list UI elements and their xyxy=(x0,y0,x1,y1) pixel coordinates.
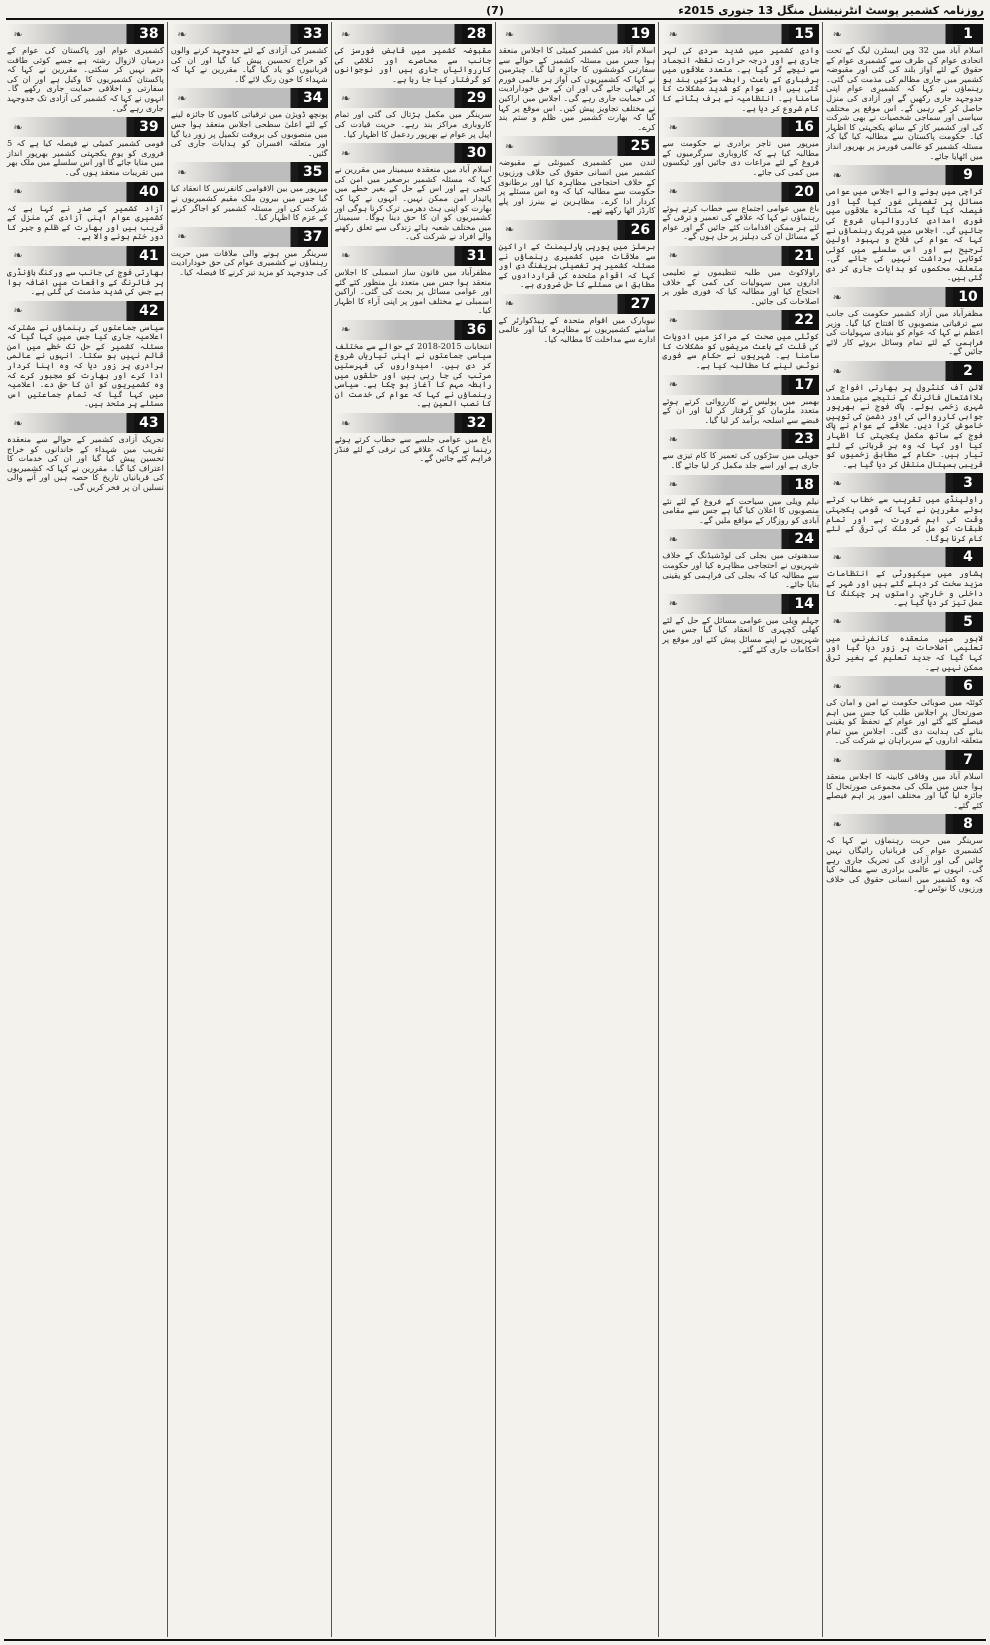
item-number-bar xyxy=(7,182,164,202)
item-number-bar xyxy=(171,24,328,44)
item-text: بھمبر میں پولیس نے کارروائی کرتے ہوئے متعدد ملزمان کو گرفتار کر لیا اور ان کے قبضے سے اسلحہ برآمد کر لیا گیا۔ xyxy=(662,395,820,425)
news-item xyxy=(335,244,492,316)
item-number: 7 xyxy=(953,750,983,770)
leaf-ornament-icon: ❧ xyxy=(832,817,842,831)
leaf-ornament-icon: ❧ xyxy=(832,364,842,378)
item-text: کراچی میں ہونے والے اجلاس میں عوامی مسائل پر تفصیلی غور کیا گیا اور فیصلہ کیا گیا کہ متاثرہ علاقوں میں فوری امدادی کارروائیاں شروع کی جائیں گی۔ اجلاس میں شریک رہنماؤں نے کہا کہ عوام کی فلاح و بہبود اولین ترجیح ہے اور اس سلسلے میں کوئی کوتاہی برداشت نہیں کی جائے گی۔ متعلقہ محکموں کو ہدایات جاری کر دی گئی ہیں۔ xyxy=(826,186,983,283)
item-text: سیاسی جماعتوں کے رہنماؤں نے مشترکہ اعلامیہ جاری کیا جس میں کہا گیا کہ مسئلہ کشمیر کے حل تک خطے میں امن قائم نہیں ہو سکتا۔ انہوں نے عالمی برادری پر زور دیا کہ وہ اپنا کردار ادا کرے اور بھارت کو مجبور کرے کہ وہ کشمیریوں کو ان کا حق دے۔ اعلامیہ میں کہا گیا کہ تمام جماعتیں اس مسئلے پر متحد ہیں۔ xyxy=(7,321,164,409)
item-number: 34 xyxy=(298,88,328,108)
leaf-ornament-icon: ❧ xyxy=(832,290,842,304)
leaf-ornament-icon: ❧ xyxy=(13,27,23,41)
leaf-ornament-icon: ❧ xyxy=(668,597,678,611)
item-text: وادی کشمیر میں شدید سردی کی لہر جاری ہے اور درجہ حرارت نقطہ انجماد سے نیچے گر گیا ہے۔ متعدد علاقوں میں برفباری کے باعث رابطہ سڑکیں بند ہو گئی ہیں اور عوام کو شدید مشکلات کا سامنا ہے۔ انتظامیہ نے برف ہٹانے کا کام شروع کر دیا ہے۔ xyxy=(662,45,820,113)
news-column xyxy=(495,22,659,1637)
item-number-bar xyxy=(335,413,492,433)
item-number-bar xyxy=(499,24,656,44)
item-number-bar xyxy=(335,246,492,266)
item-number-bar xyxy=(662,117,819,137)
item-number: 21 xyxy=(789,246,819,266)
news-item xyxy=(7,244,164,297)
item-text: لائن آف کنٹرول پر بھارتی افواج کی بلااشتعال فائرنگ کے نتیجے میں متعدد شہری زخمی ہوئے۔ پاک فوج نے بھرپور جوابی کارروائی کی اور دشمن کی توپیں خاموش کرا دیں۔ علاقے کے عوام نے پاک فوج کے ساتھ مکمل یکجہتی کا اظہار کیا اور کہا کہ وہ ہر قربانی کے لئے تیار ہیں۔ حکام کے مطابق زخمیوں کو قریبی ہسپتال منتقل کر دیا گیا ہے۔ xyxy=(826,382,983,469)
item-text: کوٹلی میں صحت کے مراکز میں ادویات کی قلت کے باعث مریضوں کو مشکلات کا سامنا ہے۔ شہریوں نے حکام سے فوری نوٹس لینے کا مطالبہ کیا ہے۔ xyxy=(662,331,820,371)
item-number-bar xyxy=(826,547,983,567)
item-text: مظفرآباد میں آزاد کشمیر حکومت کی جانب سے ترقیاتی منصوبوں کا افتتاح کیا گیا۔ وزیر اعظم نے کہا کہ عوام کو بنیادی سہولیات کی فراہمی کے لئے تمام وسائل بروئے کار لائے جائیں گے۔ xyxy=(826,308,983,357)
masthead: روزنامہ کشمیر پوسٹ انٹرنیشنل منگل 13 جنوری 2015ء xyxy=(678,3,984,17)
item-number: 5 xyxy=(953,612,983,632)
item-number-bar xyxy=(335,24,492,44)
news-item xyxy=(662,244,819,306)
item-text: سرینگر میں حریت رہنماؤں نے کہا کہ کشمیری عوام کی قربانیاں رائیگاں نہیں جائیں گی اور آزادی کی تحریک جاری رہے گی۔ انہوں نے عالمی برادری سے مطالبہ کیا کہ وہ کشمیر میں انسانی حقوق کی خلاف ورزیوں کا نوٹس لے۔ xyxy=(826,835,983,894)
item-number-bar xyxy=(7,24,164,44)
page-number: (7) xyxy=(486,3,504,17)
item-number: 24 xyxy=(789,529,819,549)
item-number: 2 xyxy=(953,361,983,381)
item-number-bar xyxy=(499,220,656,240)
item-text: راولپنڈی میں تقریب سے خطاب کرتے ہوئے مقررین نے کہا کہ قومی یکجہتی وقت کی اہم ضرورت ہے اور تمام طبقات کو مل کر ملک کی ترقی کے لئے کام کرنا ہوگا۔ xyxy=(826,494,983,543)
leaf-ornament-icon: ❧ xyxy=(341,323,351,337)
item-text: اسلام آباد میں منعقدہ سیمینار میں مقررین نے کہا کہ مسئلہ کشمیر برصغیر میں امن کی کنجی ہے اور اس کے حل کے بغیر خطے میں پائیدار امن ممکن نہیں۔ انہوں نے کہا کہ بھارت کو اپنی ہٹ دھرمی ترک کرنا ہوگی اور کشمیریوں کو ان کا حق دینا ہوگا۔ سیمینار میں مختلف شعبہ ہائے زندگی سے تعلق رکھنے والے افراد نے شرکت کی۔ xyxy=(334,164,492,242)
item-number: 27 xyxy=(625,294,655,314)
leaf-ornament-icon: ❧ xyxy=(668,120,678,134)
item-text: میرپور میں بین الاقوامی کانفرنس کا انعقاد کیا گیا جس میں بیرون ملک مقیم کشمیریوں نے شرکت کی اور مسئلہ کشمیر کو اجاگر کرنے کے عزم کا اظہار کیا۔ xyxy=(170,183,328,223)
leaf-ornament-icon: ❧ xyxy=(177,165,187,179)
item-text: کوئٹہ میں صوبائی حکومت نے امن و امان کی صورتحال پر اجلاس طلب کیا جس میں اہم فیصلے کئے گئے اور عوام کے تحفظ کو یقینی بنانے کی ہدایت دی گئی۔ اجلاس میں تمام متعلقہ اداروں کے سربراہان نے شرکت کی۔ xyxy=(826,697,983,746)
item-number-bar xyxy=(662,182,819,202)
news-item xyxy=(826,163,983,283)
item-number: 40 xyxy=(134,182,164,202)
leaf-ornament-icon: ❧ xyxy=(668,532,678,546)
item-text: باغ میں عوامی اجتماع سے خطاب کرتے ہوئے رہنماؤں نے کہا کہ علاقے کی تعمیر و ترقی کے لئے ہر ممکن اقدامات کئے جائیں گے اور عوام کے مسائل ان کی دہلیز پر حل ہوں گے۔ xyxy=(662,202,820,242)
item-number: 8 xyxy=(953,814,983,834)
news-column xyxy=(658,22,822,1637)
item-number: 18 xyxy=(789,475,819,495)
leaf-ornament-icon: ❧ xyxy=(832,615,842,629)
item-number-bar xyxy=(826,24,983,44)
item-text: پونچھ ڈویژن میں ترقیاتی کاموں کا جائزہ لینے کے لئے اعلیٰ سطحی اجلاس منعقد ہوا جس میں منصوبوں کی بروقت تکمیل پر زور دیا گیا اور متعلقہ افسران کو ہدایات جاری کی گئیں۔ xyxy=(170,109,328,158)
leaf-ornament-icon: ❧ xyxy=(13,120,23,134)
item-number-bar xyxy=(7,413,164,433)
news-item xyxy=(171,160,328,222)
item-number-bar xyxy=(499,294,656,314)
leaf-ornament-icon: ❧ xyxy=(668,432,678,446)
leaf-ornament-icon: ❧ xyxy=(504,297,515,311)
item-number: 29 xyxy=(462,88,492,108)
item-text: راولاکوٹ میں طلبہ تنظیموں نے تعلیمی اداروں میں سہولیات کی کمی کے خلاف احتجاج کیا اور مطالبہ کیا کہ فوری طور پر اصلاحات کی جائیں۔ xyxy=(662,266,820,306)
item-number-bar xyxy=(662,594,819,614)
leaf-ornament-icon: ❧ xyxy=(177,230,187,244)
item-number-bar xyxy=(335,143,492,163)
item-number-bar xyxy=(7,246,164,266)
item-number-bar xyxy=(826,814,983,834)
news-item xyxy=(499,218,656,290)
news-item xyxy=(662,115,819,177)
item-number-bar xyxy=(662,475,819,495)
leaf-ornament-icon: ❧ xyxy=(668,249,678,263)
news-item xyxy=(335,141,492,242)
item-text: لندن میں کشمیری کمیونٹی نے مقبوضہ کشمیر میں انسانی حقوق کی خلاف ورزیوں کے خلاف احتجاجی مظاہرہ کیا اور برطانوی حکومت سے مطالبہ کیا کہ وہ اس مسئلے پر کردار ادا کرے۔ مظاہرین نے بینرز اور پلے کارڈز اٹھا رکھے تھے۔ xyxy=(498,157,656,216)
item-number: 23 xyxy=(789,429,819,449)
news-item xyxy=(171,22,328,84)
item-number-bar xyxy=(826,676,983,696)
item-number: 26 xyxy=(625,220,655,240)
item-text: تحریک آزادی کشمیر کے حوالے سے منعقدہ تقریب میں شہداء کے خاندانوں کو خراج تحسین پیش کیا گیا اور ان کی خدمات کا اعتراف کیا گیا۔ مقررین نے کہا کہ کشمیریوں کی قربانیاں تاریخ کا حصہ ہیں اور آنے والی نسلیں ان پر فخر کریں گی۔ xyxy=(7,434,164,492)
news-item xyxy=(662,473,819,526)
leaf-ornament-icon: ❧ xyxy=(504,139,515,153)
item-number-bar xyxy=(662,24,819,44)
leaf-ornament-icon: ❧ xyxy=(341,27,351,41)
leaf-ornament-icon: ❧ xyxy=(668,27,678,41)
item-number: 22 xyxy=(789,310,819,330)
leaf-ornament-icon: ❧ xyxy=(13,185,23,199)
leaf-ornament-icon: ❧ xyxy=(668,185,678,199)
news-item xyxy=(7,180,164,242)
item-number-bar xyxy=(662,529,819,549)
item-text: اسلام آباد میں وفاقی کابینہ کا اجلاس منعقد ہوا جس میں ملک کی مجموعی صورتحال کا جائزہ لیا گیا اور مختلف امور پر اہم فیصلے کئے گئے۔ xyxy=(826,771,983,810)
news-item xyxy=(499,22,656,132)
news-item xyxy=(826,812,983,894)
news-item xyxy=(662,22,819,113)
leaf-ornament-icon: ❧ xyxy=(177,91,187,105)
news-column xyxy=(167,22,331,1637)
leaf-ornament-icon: ❧ xyxy=(668,478,678,492)
leaf-ornament-icon: ❧ xyxy=(341,416,351,430)
news-item xyxy=(335,22,492,84)
item-text: لاہور میں منعقدہ کانفرنس میں تعلیمی اصلاحات پر زور دیا گیا اور کہا گیا کہ جدید تعلیم کے بغیر ترقی ممکن نہیں ہے۔ xyxy=(826,632,983,672)
item-number: 31 xyxy=(462,246,492,266)
footer-rule xyxy=(4,1639,986,1641)
leaf-ornament-icon: ❧ xyxy=(341,249,351,263)
item-text: سدھنوتی میں بجلی کی لوڈشیڈنگ کے خلاف شہریوں نے احتجاجی مظاہرہ کیا اور حکومت سے مطالبہ کیا کہ بجلی کی فراہمی کو یقینی بنایا جائے۔ xyxy=(662,550,820,590)
item-text: باغ میں عوامی جلسے سے خطاب کرتے ہوئے رہنما نے کہا کہ علاقے کی ترقی کے لئے فنڈز فراہم کئے جائیں گے۔ xyxy=(334,434,492,464)
item-number: 3 xyxy=(953,473,983,493)
leaf-ornament-icon: ❧ xyxy=(832,168,842,182)
leaf-ornament-icon: ❧ xyxy=(832,550,842,564)
news-column xyxy=(4,22,167,1637)
item-number-bar xyxy=(662,246,819,266)
item-number: 15 xyxy=(789,24,819,44)
item-number-bar xyxy=(171,227,328,247)
leaf-ornament-icon: ❧ xyxy=(504,27,515,41)
news-item xyxy=(662,308,819,370)
news-item xyxy=(499,292,656,345)
leaf-ornament-icon: ❧ xyxy=(177,27,187,41)
item-text: کشمیری عوام اور پاکستان کی عوام کے درمیان لازوال رشتہ ہے جسے کوئی طاقت ختم نہیں کر سکتی۔ مقررین نے کہا کہ پاکستان کشمیریوں کا وکیل ہے اور ان کی سفارتی و اخلاقی حمایت جاری رکھے گا۔ انہوں نے کہا کہ کشمیر کی آزادی تک جدوجہد جاری رہے گی۔ xyxy=(7,45,164,113)
item-text: سرینگر میں مکمل ہڑتال کی گئی اور تمام کاروباری مراکز بند رہے۔ حریت قیادت کی اپیل پر عوام نے بھرپور ردعمل کا اظہار کیا۔ xyxy=(334,109,492,139)
leaf-ornament-icon: ❧ xyxy=(668,378,678,392)
item-number: 25 xyxy=(625,136,655,156)
item-number-bar xyxy=(7,301,164,321)
leaf-ornament-icon: ❧ xyxy=(13,249,23,263)
item-number-bar xyxy=(335,320,492,340)
item-number: 32 xyxy=(462,413,492,433)
leaf-ornament-icon: ❧ xyxy=(832,679,842,693)
news-item xyxy=(826,674,983,746)
news-item xyxy=(7,115,164,177)
item-number-bar xyxy=(826,750,983,770)
leaf-ornament-icon: ❧ xyxy=(832,27,842,41)
item-number: 30 xyxy=(462,143,492,163)
item-text: مقبوضہ کشمیر میں قابض فورسز کی جانب سے محاصرے اور تلاشی کی کارروائیاں جاری ہیں اور نوجوانوں کو گرفتار کیا جا رہا ہے۔ xyxy=(334,45,492,84)
item-number: 17 xyxy=(789,375,819,395)
item-number: 10 xyxy=(953,287,983,307)
item-number: 14 xyxy=(789,594,819,614)
item-number: 6 xyxy=(953,676,983,696)
news-item xyxy=(826,748,983,810)
leaf-ornament-icon: ❧ xyxy=(668,313,678,327)
item-text: جہلم ویلی میں عوامی مسائل کے حل کے لئے کھلی کچہری کا انعقاد کیا گیا جس میں شہریوں نے اپنے مسائل پیش کئے اور موقع پر احکامات جاری کئے گئے۔ xyxy=(662,614,820,654)
leaf-ornament-icon: ❧ xyxy=(504,223,515,237)
item-number: 16 xyxy=(789,117,819,137)
leaf-ornament-icon: ❧ xyxy=(832,476,842,490)
news-item xyxy=(7,299,164,409)
news-item xyxy=(171,225,328,278)
item-number: 36 xyxy=(462,320,492,340)
item-number-bar xyxy=(826,287,983,307)
item-text: نیلم ویلی میں سیاحت کے فروغ کے لئے نئے منصوبوں کا اعلان کیا گیا ہے جس سے مقامی آبادی کو روزگار کے مواقع ملیں گے۔ xyxy=(662,495,820,525)
news-item xyxy=(335,411,492,464)
item-text: سرینگر میں ہونے والی ملاقات میں حریت رہنماؤں نے کشمیری عوام کی حق خودارادیت کی جدوجہد کو مزید تیز کرنے کا فیصلہ کیا۔ xyxy=(170,247,328,277)
item-number: 19 xyxy=(625,24,655,44)
item-number: 9 xyxy=(953,165,983,185)
item-text: بھارتی فوج کی جانب سے ورکنگ باؤنڈری پر فائرنگ کے واقعات میں اضافہ ہوا ہے جس کی شدید مذمت کی گئی ہے۔ xyxy=(7,266,164,297)
item-text: انتخابات 2015-2018 کے حوالے سے مختلف سیاسی جماعتوں نے اپنی تیاریاں شروع کر دی ہیں۔ امیدواروں کی فہرستیں مرتب کی جا رہی ہیں اور حلقوں میں رابطہ مہم کا آغاز ہو چکا ہے۔ سیاسی رہنماؤں نے کہا کہ عوام کی خدمت ان کا نصب العین ہے۔ xyxy=(334,340,492,409)
news-column xyxy=(822,22,986,1637)
item-text: حویلی میں سڑکوں کی تعمیر کا کام تیزی سے جاری ہے اور اسے جلد مکمل کر لیا جائے گا۔ xyxy=(662,450,820,471)
item-number: 43 xyxy=(134,413,164,433)
news-item xyxy=(662,527,819,589)
item-text: اسلام آباد میں کشمیر کمیٹی کا اجلاس منعقد ہوا جس میں مسئلہ کشمیر کے حوالے سے سفارتی کوششوں کا جائزہ لیا گیا۔ چیئرمین نے کہا کہ کشمیریوں کی آواز ہر عالمی فورم پر اٹھائی جائے گی اور ان کے حق خودارادیت کی حمایت جاری رہے گی۔ اجلاس میں اراکین نے مختلف تجاویز پیش کیں۔ اس موقع پر کہا گیا کہ بھارت کشمیر میں ظلم و ستم بند کرے۔ xyxy=(498,45,656,132)
news-item xyxy=(826,545,983,607)
item-number-bar xyxy=(7,117,164,137)
leaf-ornament-icon: ❧ xyxy=(341,91,351,105)
item-number-bar xyxy=(662,375,819,395)
leaf-ornament-icon: ❧ xyxy=(832,753,842,767)
item-number-bar xyxy=(826,612,983,632)
item-number: 35 xyxy=(298,162,328,182)
news-item xyxy=(826,22,983,161)
news-item xyxy=(662,373,819,426)
item-text: آزاد کشمیر کے صدر نے کہا ہے کہ کشمیری عوام اپنی آزادی کی منزل کے قریب ہیں اور بھارت کے ظلم و جبر کا دور ختم ہونے والا ہے۔ xyxy=(7,202,164,242)
news-item xyxy=(826,610,983,672)
item-text: میرپور میں تاجر برادری نے حکومت سے مطالبہ کیا ہے کہ کاروباری سرگرمیوں کے فروغ کے لئے مراعات دی جائیں اور ٹیکسوں میں کمی کی جائے۔ xyxy=(662,138,820,177)
item-text: نیویارک میں اقوام متحدہ کے ہیڈکوارٹر کے سامنے کشمیریوں نے مظاہرہ کیا اور عالمی ادارے سے مداخلت کا مطالبہ کیا۔ xyxy=(498,314,656,345)
news-item xyxy=(335,86,492,139)
news-item xyxy=(662,427,819,470)
item-number: 4 xyxy=(953,547,983,567)
leaf-ornament-icon: ❧ xyxy=(13,416,23,430)
item-number: 38 xyxy=(134,24,164,44)
item-number: 37 xyxy=(298,227,328,247)
page-header xyxy=(6,2,984,20)
item-number: 41 xyxy=(134,246,164,266)
item-number-bar xyxy=(826,165,983,185)
news-item xyxy=(826,471,983,543)
item-number: 42 xyxy=(134,301,164,321)
news-item xyxy=(7,411,164,493)
item-number: 39 xyxy=(134,117,164,137)
item-number-bar xyxy=(662,310,819,330)
item-text: مظفرآباد میں قانون ساز اسمبلی کا اجلاس منعقد ہوا جس میں متعدد بل منظور کئے گئے اور عوامی مسائل پر بحث کی گئی۔ اراکین اسمبلی نے مختلف امور پر اپنی آراء کا اظہار کیا۔ xyxy=(334,266,492,316)
item-number: 33 xyxy=(298,24,328,44)
news-item xyxy=(171,86,328,158)
item-number-bar xyxy=(171,162,328,182)
item-number-bar xyxy=(826,361,983,381)
news-item xyxy=(826,359,983,469)
item-text: اسلام آباد میں 32 ویں ایسٹرن لیگ کے تحت اتحادی عوام کی طرف سے کشمیری عوام کے حقوق کے لئے آواز بلند کی گئی اور مقبوضہ کشمیر میں جاری مظالم کی مذمت کی گئی۔ رہنماؤں نے کہا کہ کشمیری عوام اپنی جدوجہد جاری رکھیں گے اور آزادی کی منزل حاصل کر کے رہیں گے۔ اس موقع پر مختلف سیاسی اور سماجی شخصیات نے بھی شرکت کی اور کشمیر کاز کے ساتھ یکجہتی کا اظہار کیا۔ حکومت پاکستان سے مطالبہ کیا گیا کہ مسئلہ کشمیر کو عالمی فورمز پر بھرپور انداز میں اٹھایا جائے۔ xyxy=(826,45,983,161)
columns-container xyxy=(4,22,986,1637)
item-text: قومی کشمیر کمیٹی نے فیصلہ کیا ہے کہ 5 فروری کو یوم یکجہتی کشمیر بھرپور انداز میں منایا جائے گا اور اس سلسلے میں ملک بھر میں تقریبات منعقد ہوں گی۔ xyxy=(7,138,164,177)
leaf-ornament-icon: ❧ xyxy=(341,146,351,160)
news-item xyxy=(662,592,819,654)
item-text: پشاور میں سیکیورٹی کے انتظامات مزید سخت کر دیئے گئے ہیں اور شہر کے داخلی و خارجی راستوں پر چیکنگ کا عمل تیز کر دیا گیا ہے۔ xyxy=(826,568,983,608)
news-item xyxy=(826,285,983,357)
item-number-bar xyxy=(662,429,819,449)
news-item xyxy=(662,180,819,242)
item-number-bar xyxy=(171,88,328,108)
news-item xyxy=(499,134,656,216)
item-number-bar xyxy=(826,473,983,493)
leaf-ornament-icon: ❧ xyxy=(13,304,23,318)
item-number-bar xyxy=(499,136,656,156)
item-number: 20 xyxy=(789,182,819,202)
news-item xyxy=(7,22,164,113)
news-item xyxy=(335,318,492,409)
item-number: 28 xyxy=(462,24,492,44)
news-column xyxy=(331,22,495,1637)
item-text: برسلز میں یورپی پارلیمنٹ کے اراکین سے ملاقات میں کشمیری رہنماؤں نے مسئلہ کشمیر پر تفصیلی بریفنگ دی اور کہا کہ اقوام متحدہ کی قراردادوں کے مطابق اس مسئلے کا حل ضروری ہے۔ xyxy=(498,240,656,290)
item-number-bar xyxy=(335,88,492,108)
item-number: 1 xyxy=(953,24,983,44)
item-text: کشمیر کی آزادی کے لئے جدوجہد کرنے والوں کو خراج تحسین پیش کیا گیا اور ان کی قربانیوں کو یاد کیا گیا۔ مقررین نے کہا کہ شہداء کا خون رنگ لائے گا۔ xyxy=(170,45,328,84)
